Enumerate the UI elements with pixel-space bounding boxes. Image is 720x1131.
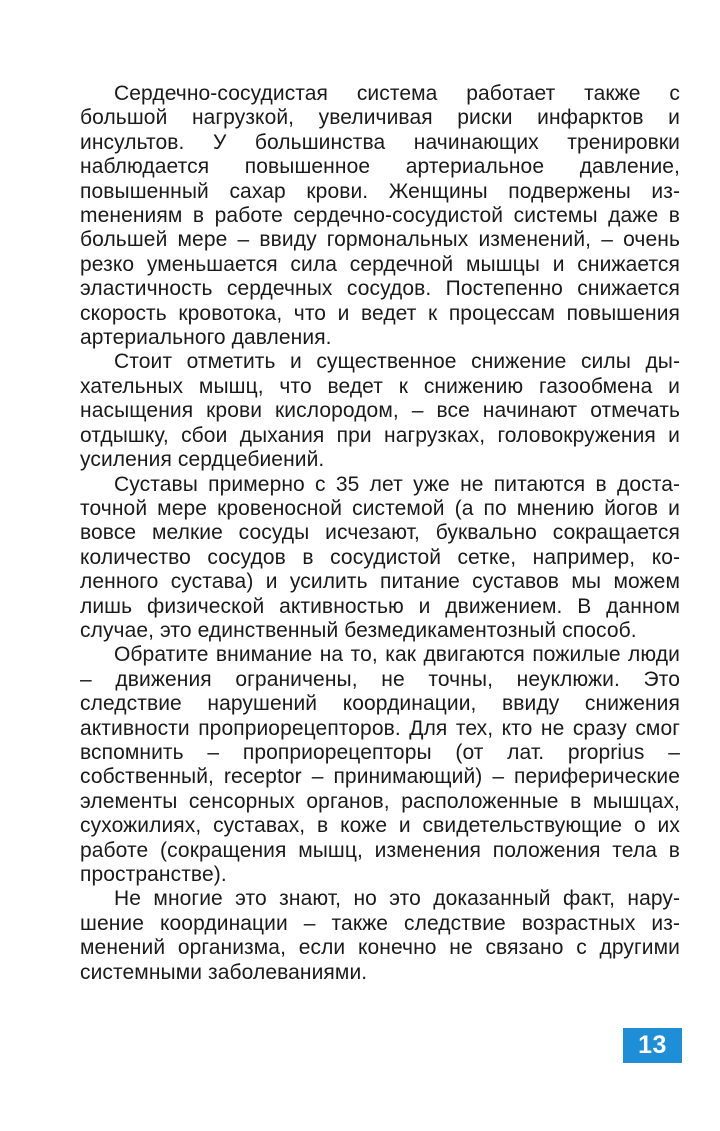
page-number-badge: 13 xyxy=(623,1028,682,1063)
paragraph-joints: Суставы примерно с 35 лет уже не питаются в достаточной мере кровеносной системой (а по мнению йогов и вовсе мелкие сосуды исчезают, буквально сокращается количество сосудов в сосудистой сетке, например, коленного сустава) и усилить питание суставов мы можем лишь физической активностью и движением. В данном случае, это единственный безмедикаментозный способ. xyxy=(80,472,680,642)
paragraph-respiratory: Стоит отметить и существенное снижение силы дыхательных мышц, что ведет к снижению газообмена и насыщения крови кислородом, – все начинают отмечать отдышку, сбои дыхания при нагрузках, головокружения и усиления сердцебиений. xyxy=(80,350,680,472)
paragraph-conclusion: Не многие это знают, но это доказанный факт, нарушение координации – также следствие возрастных изменений организма, если конечно не связано с другими системными заболеваниями. xyxy=(80,887,680,984)
paragraph-coordination: Обратите внимание на то, как двигаются пожилые люди – движения ограничены, не точны, неуклюжи. Это следствие нарушений координации, ввиду снижения активности проприорецепторов. Для тех, кто не сразу смог вспомнить – проприорецепторы (от лат. proprius – собственный, receptor – принимающий) – периферические элементы сенсорных органов, расположенные в мышцах, сухожилиях, суставах, в коже и свидетельствующие о их работе (сокращения мышц, изменения положения тела в пространстве). xyxy=(80,643,680,886)
page-body xyxy=(80,82,680,985)
paragraph-cardiovascular: Сердечно-сосудистая система работает также с большой нагрузкой, увеличивая риски инфарктов и инсультов. У большинства начинающих тренировки наблюдается повышенное артериальное давление, повышенный сахар крови. Женщины подвержены изmенениям в работе сердечно-сосудистой системы даже в большей мере – ввиду гормональных изменений, – очень резко уменьшается сила сердечной мышцы и снижается эластичность сердечных сосудов. Постепенно снижается скорость кровотока, что и ведет к процессам повышения артериального давления. xyxy=(80,82,680,350)
